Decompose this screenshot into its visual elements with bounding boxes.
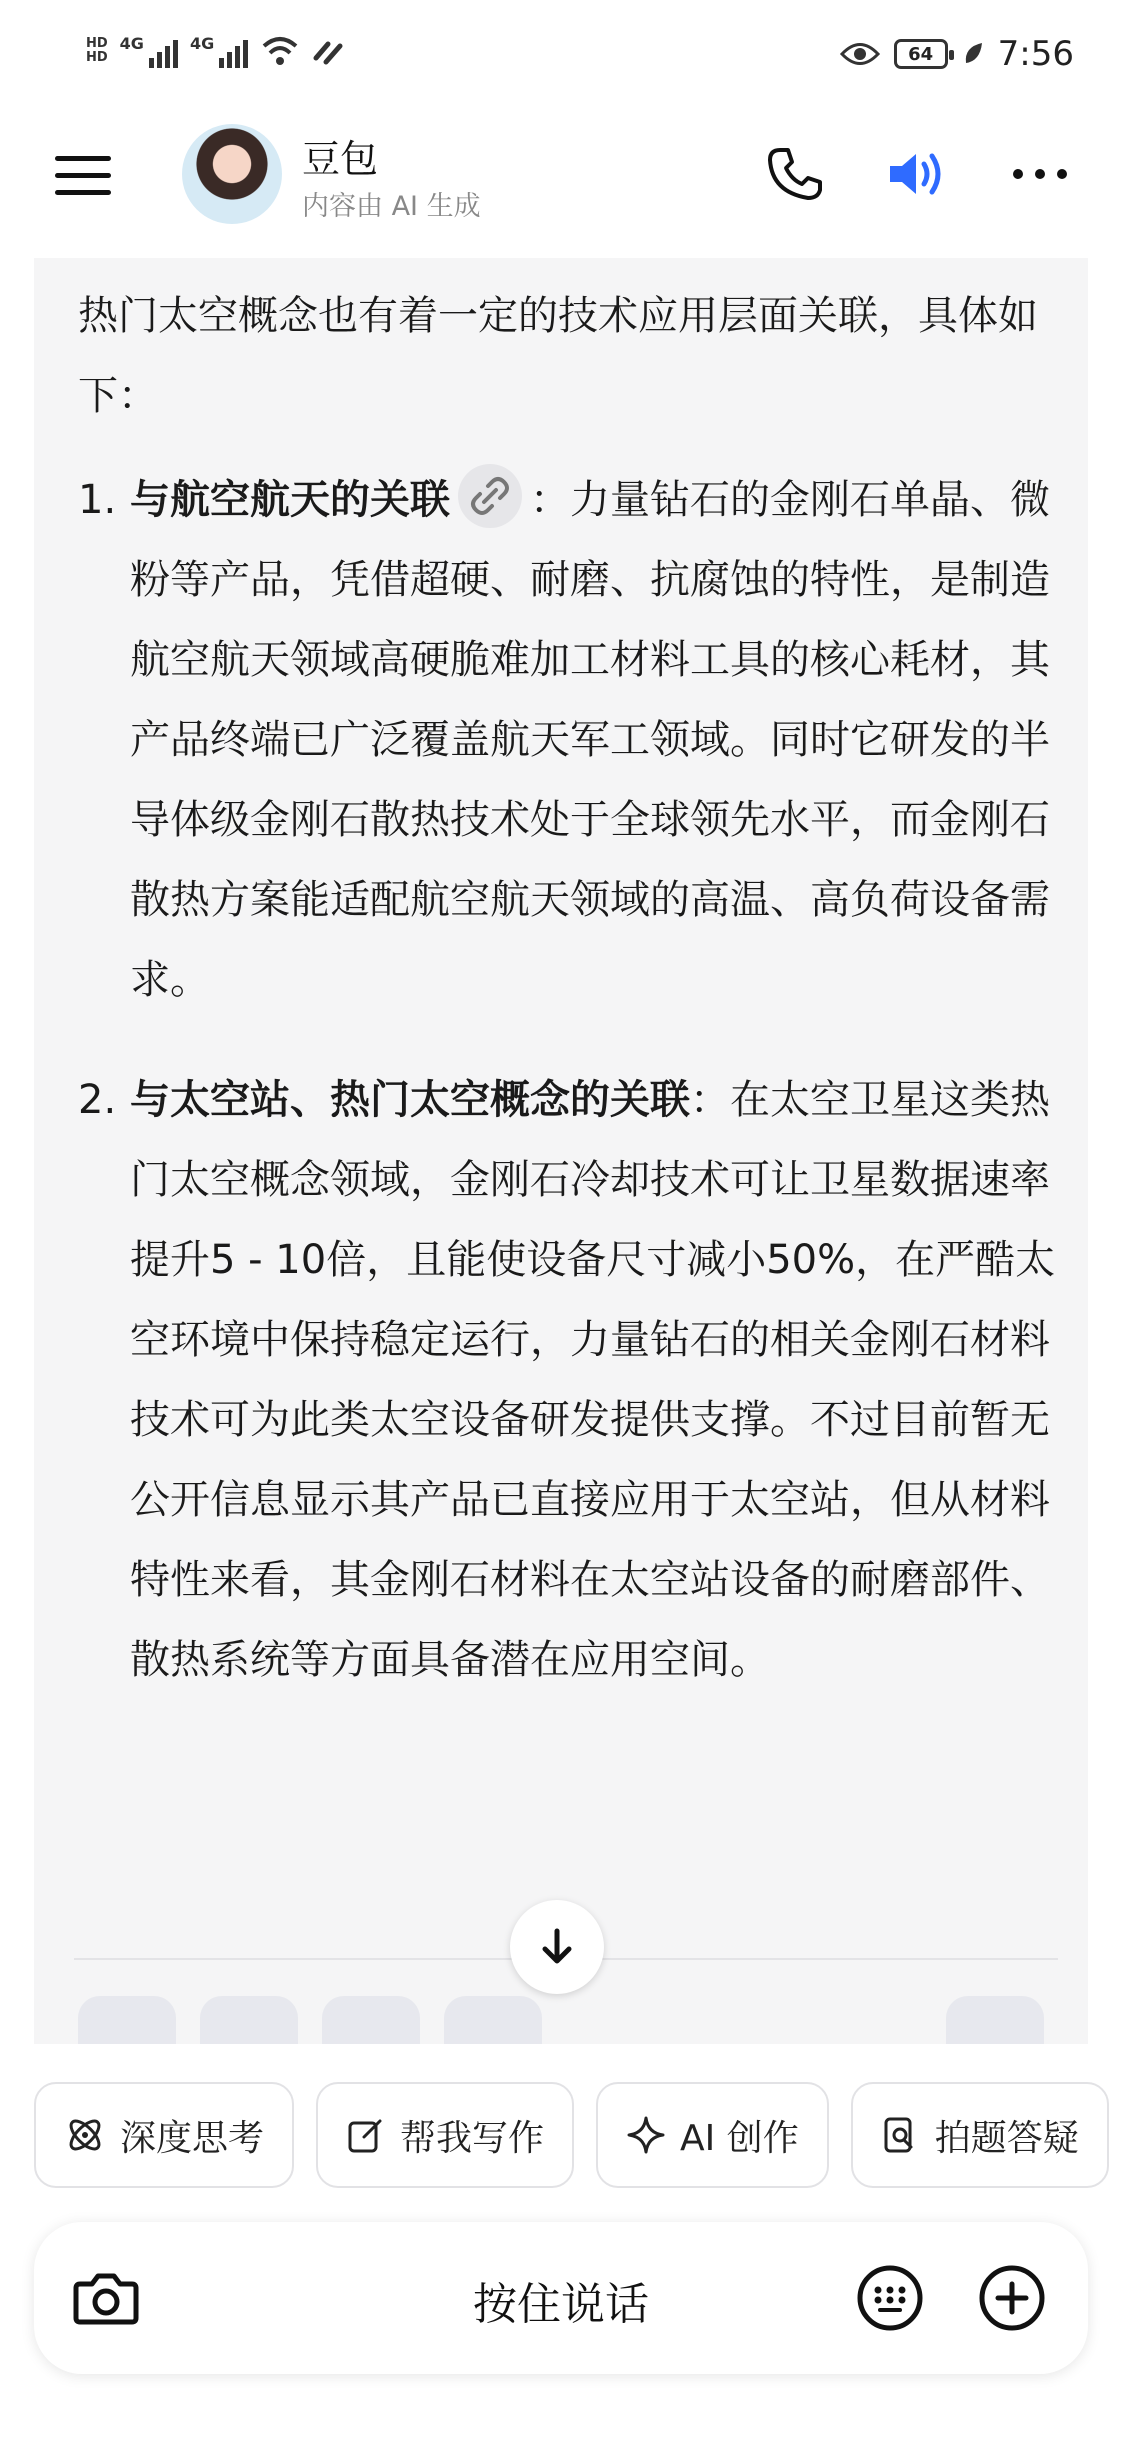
signal-2-label: 4G [189,34,215,53]
eye-icon [840,39,880,69]
more-icon[interactable] [1008,142,1072,206]
scroll-down-button[interactable] [510,1900,604,1994]
message-content [78,276,1058,1740]
chip-label: 深度思考 [120,2117,265,2159]
edit-icon [346,2115,386,2155]
list-number: 1. [78,477,117,523]
wifi-icon [260,34,300,68]
regenerate-button[interactable] [946,1996,1044,2044]
arrow-down-icon [535,1925,579,1969]
status-right [840,34,1074,74]
link-status-icon [312,36,346,66]
hd-indicator [86,37,108,65]
message-list [78,460,1058,1700]
input-bar [34,2222,1088,2374]
hd-bottom: HD [86,50,108,65]
speaker-icon[interactable] [884,142,948,206]
avatar[interactable] [182,124,282,224]
signal-1-label: 4G [119,34,144,53]
hold-to-talk-button[interactable]: 按住说话 [473,2279,649,2330]
phone-icon[interactable] [762,142,826,206]
hd-top: HD [86,36,108,51]
assistant-message [34,258,1088,2044]
deep-think-chip[interactable] [34,2082,294,2188]
doc-search-icon [881,2115,921,2155]
keyboard-icon[interactable] [854,2262,926,2334]
signal-1-icon [120,34,178,68]
message-intro: 热门太空概念也有着一定的技术应用层面关联，具体如下： [78,293,1038,419]
writing-chip[interactable] [316,2082,574,2188]
bot-name: 豆包 [302,137,379,181]
status-bar [0,0,1122,118]
ai-disclaimer: 内容由 AI 生成 [302,191,481,222]
link-icon[interactable] [458,464,522,528]
list-item [78,1060,1058,1700]
chat-header [0,118,1122,258]
list-item-body: ：在太空卫星这类热门太空概念领域，金刚石冷却技术可让卫星数据速率提升5 - 10倍，且能使设备尺寸减小50%，在严酷太空环境中保持稳定运行，力量钻石的相关金刚石材料技术可为此类太空设备研发提供支撑。不过目前暂无公开信息显示其产品已直接应用于太空站，但从材料特性来看，其金刚石材料在太空站设备的耐磨部件、散热系统等方面具备潜在应用空间。 [130,1077,1056,1683]
read-aloud-button[interactable] [200,1996,298,2044]
chip-label: 帮我写作 [400,2117,545,2159]
quick-actions [34,2082,1109,2188]
status-left [86,34,346,68]
list-item-body: ：力量钻石的金刚石单晶、微粉等产品，凭借超硬、耐磨、抗腐蚀的特性，是制造航空航天领域高硬脆难加工材料工具的核心耗材，其产品终端已广泛覆盖航天军工领域。同时它研发的半导体级金刚石散热技术处于全球领先水平，而金刚石散热方案能适配航空航天领域的高温、高负荷设备需求。 [130,477,1050,1003]
list-number: 2. [78,1077,117,1123]
photo-question-chip[interactable] [851,2082,1109,2188]
plus-icon[interactable] [976,2262,1048,2334]
ai-create-chip[interactable] [596,2082,829,2188]
leaf-icon [962,41,984,67]
chip-label: 拍题答疑 [934,2117,1079,2159]
share-button[interactable] [444,1996,542,2044]
menu-icon[interactable] [55,156,111,196]
atom-icon [64,2114,106,2156]
list-item-title: 与太空站、热门太空概念的关联 [130,1077,690,1123]
sparkle-icon [626,2115,666,2155]
list-item-title: 与航空航天的关联 [130,477,450,523]
signal-2-icon [190,34,248,68]
bookmark-button[interactable] [322,1996,420,2044]
clock: 7:56 [997,34,1074,74]
list-item [78,460,1058,1020]
chip-label: AI 创作 [680,2117,799,2159]
copy-button[interactable] [78,1996,176,2044]
battery-indicator: 64 [894,39,948,69]
